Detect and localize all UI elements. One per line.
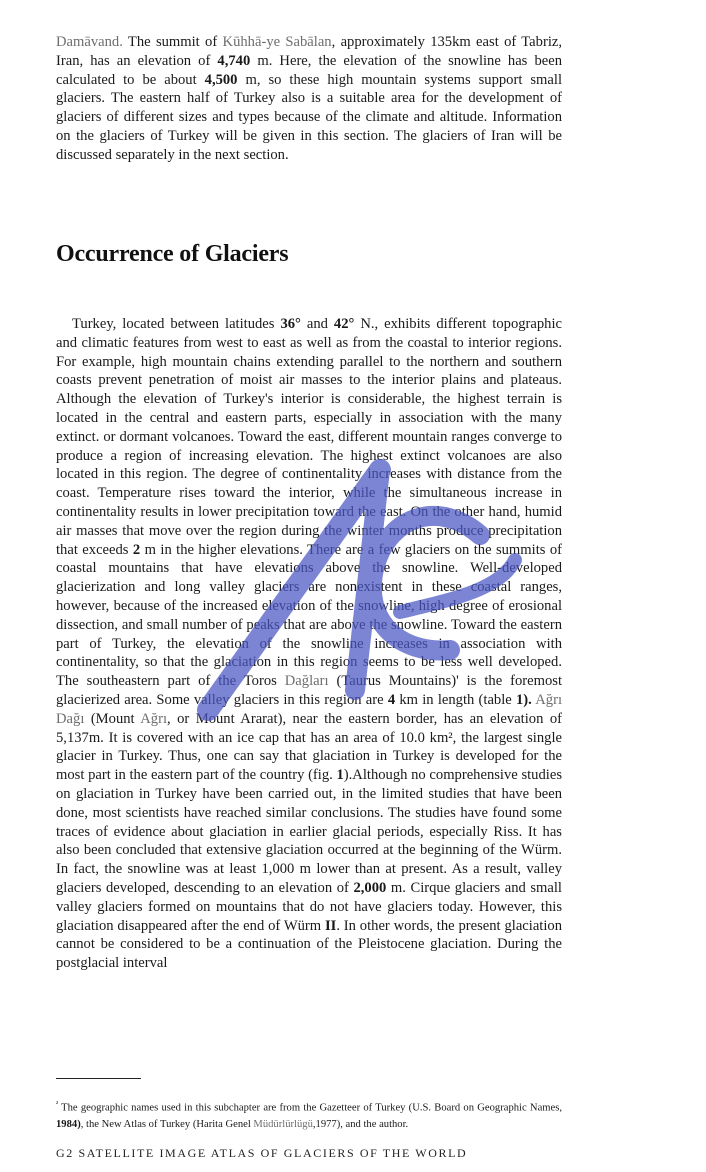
place-name-daglari: Dağları bbox=[284, 673, 329, 690]
place-name-agri: Ağrı bbox=[140, 710, 168, 727]
footnote: $^{^2}$ The geographic names used in this subchapter are from the Gazetteer of Turkey (U.S. Board on Geographic Names, 1984), the New Atlas of Turkey (Harita Genel Müdürlürlügü,1977), and the author. bbox=[56, 1100, 562, 1130]
body-paragraph: Turkey, located between latitudes 36° and 42° N., exhibits different topographic and climatic features from west to east as well as from the coastal to interior regions. For example, high mountain chains extending parallel to the northern and southern coasts prevent penetration of moist air masses to the interior plains and plateaus. Although the elevation of Turkey's interior is considerable, the highest terrain is located in the central and eastern parts, especially in association with the many extinct. or dormant volcanoes. Toward the east, different mountain ranges converge to produce a region of increasing elevation. The highest extinct volcanoes are also located in this region. The degree of continentality increases with distance from the coast. Temperature rises toward the interior, while the simultaneous increase in continentality results in lower precipitation toward the east. On the other hand, humid air masses that move over the region during the winter months produce precipitation that exceeds 2 m in the higher elevations. There are a few glaciers on the summits of coastal mountains that have elevations above the snowline. Well-developed glacierization and long valley glaciers are nonexistent in these coastal ranges, however, because of the increased elevation of the snowline, high degree of erosional dissection, and small number of peaks that are above the snowline. Toward the eastern part of Turkey, the elevation of the snowline increases in association with continentality, so that the glaciation in this region seems to be less well developed. The southeastern part of the Toros Dağları (Taurus Mountains)' is the foremost glacierized area. Some valley glaciers in this region are 4 km in length (table 1). Ağrı Dağı (Mount Ağrı, or Mount Ararat), near the eastern border, has an elevation of 5,137m. It is covered with an ice cap that has an area of 10.0 km², the largest single glacier in Turkey. Thus, one can say that glaciation in Turkey is developed for the most part in the eastern part of the country (fig. 1).Although no comprehensive studies on glaciation in Turkey have been carried out, in the limited studies that have been done, most scientists have reached similar conclusions. The studies have found some traces of evidence about glaciation in earlier glacial periods, especially Riss. It has also been concluded that extensive glaciation occurred at the beginning of the Würm. In fact, the snowline was at least 1,000 m lower than at present. As a result, valley glaciers developed, descending to an elevation of 2,000 m. Cirque glaciers and small valley glaciers formed on mountains that do not have glaciers today. However, this glaciation disappeared after the end of Würm II. In other words, the present glaciation cannot be considered to be a continuation of the Pleistocene glaciation. During the postglacial interval bbox=[56, 316, 563, 972]
intro-paragraph: Damāvand. The summit of Kūhhā-ye Sabālan, approximately 135km east of Tabriz, Iran, has an elevation of 4,740 m. Here, the elevation of the snowline has been calculated to be about 4,500 m, so these high mountain systems support small glaciers. The eastern half of Turkey also is a suitable area for the development of glaciers of different sizes and types because of the climate and altitude. Information on the glaciers of Turkey will be given in this section. The glaciers of Iran will be discussed separately in the next section. bbox=[56, 34, 562, 163]
place-name-sabalan: Kūhhā-ye Sabālan bbox=[222, 34, 332, 50]
table-reference: 1). bbox=[516, 691, 532, 708]
place-name-agri-dagi: Ağrı Dağı bbox=[56, 691, 563, 727]
figure-reference: 1 bbox=[336, 767, 344, 784]
elevation-2000: 2,000 bbox=[353, 879, 387, 896]
footnote-mark: ² bbox=[56, 1100, 59, 1108]
latitude-2: 42° bbox=[333, 316, 355, 332]
place-name-damavand: Damāvand. bbox=[56, 34, 123, 50]
snowline-value: 4,500 bbox=[204, 71, 238, 88]
section-heading: Occurrence of Glaciers bbox=[56, 241, 289, 267]
elevation-value: 4,740 bbox=[217, 52, 251, 69]
glacier-length-value: 4 bbox=[387, 691, 396, 708]
footnote-rule bbox=[56, 1078, 141, 1079]
wurm-ii: II bbox=[324, 917, 337, 934]
latitude-1: 36° bbox=[280, 316, 301, 332]
running-head: G2 SATELLITE IMAGE ATLAS OF GLACIERS OF THE WORLD bbox=[56, 1146, 468, 1160]
precipitation-value: 2 bbox=[132, 541, 141, 558]
